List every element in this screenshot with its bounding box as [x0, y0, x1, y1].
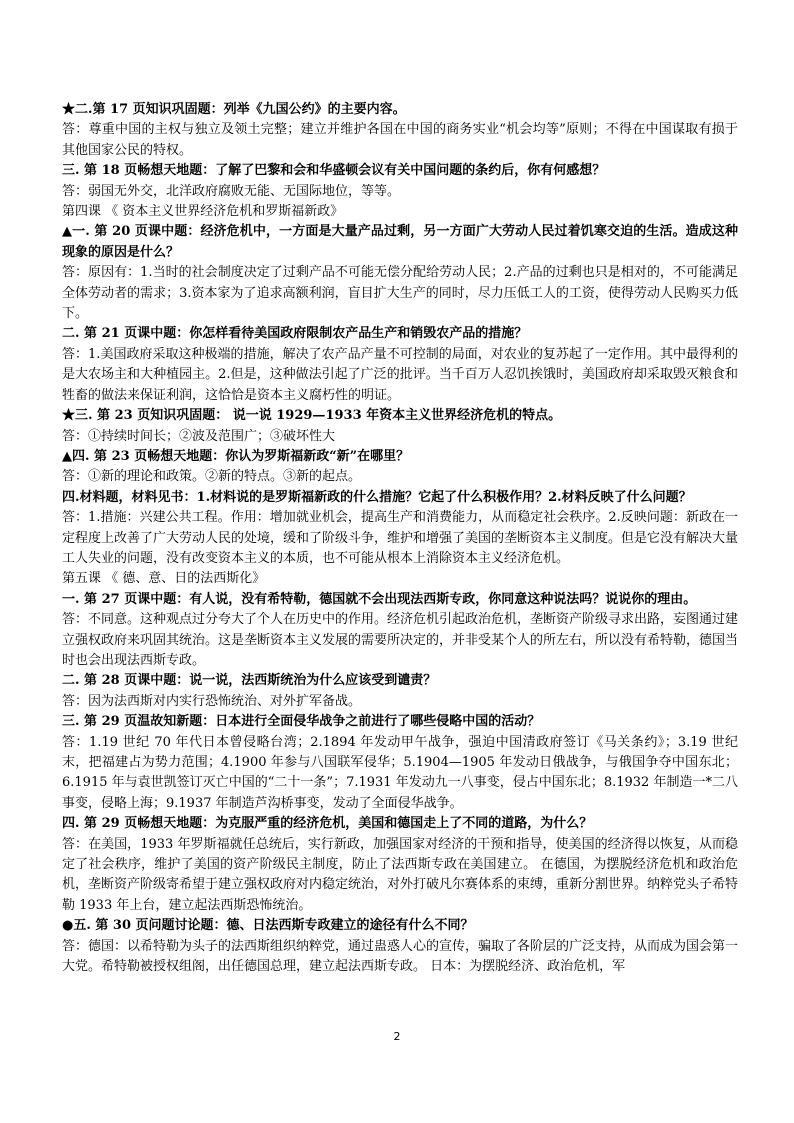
answer-text: 答：①新的理论和政策。②新的特点。③新的起点。 [62, 469, 362, 485]
question-text: ●五. 第 30 页问题讨论题：德、日法西斯专政建立的途径有什么不同？ [62, 918, 474, 934]
question-text: ▲一. 第 20 页课中题：经济危机中，一方面是大量产品过剩，另一方面广大劳动人民过着饥寒交迫的生活。造成这种现象的原因是什么？ [62, 224, 738, 260]
lesson-heading: 第四课 《 资本主义世界经济危机和罗斯福新政》 [62, 204, 344, 220]
question-text: 一. 第 27 页课中题：有人说，没有希特勒，德国就不会出现法西斯专政，你同意这种说法吗？说说你的理由。 [62, 591, 697, 607]
question-text: 三. 第 18 页畅想天地题：了解了巴黎和会和华盛顿会议有关中国问题的条约后，你有何感想？ [62, 163, 606, 179]
question-text: 三. 第 29 页温故知新题：日本进行全面侵华战争之前进行了哪些侵略中国的活动？ [62, 714, 541, 730]
question-text: 四.材料题，材料见书：1.材料说的是罗斯福新政的什么措施？它起了什么积极作用？2.材料反映了什么问题？ [62, 489, 692, 505]
question-text: 四. 第 29 页畅想天地题：为克服严重的经济危机，美国和德国走上了不同的道路，为什么？ [62, 816, 593, 832]
answer-text: 答：1.19 世纪 70 年代日本曾侵略台湾；2.1894 年发动甲午战争，强迫中国清政府签订《马关条约》；3.19 世纪末，把福建占为势力范围；4.1900 年参与八国联军侵华；5.1904—1905 年发动日俄战争，与俄国争夺中国东北；6.1915 年与袁世凯签订灭亡中国的“二十一条”；7.1931 年发动九一八事变，侵占中国东北；8.1932 年制造一*二八事变，侵略上海；9.1937 年制造芦沟桥事变，发动了全面侵华战争。 [62, 734, 738, 811]
page-number: 2 [393, 1030, 401, 1043]
answer-text: 答：①持续时间长；②波及范围广；③破坏性大 [62, 428, 336, 444]
question-text: ★三. 第 23 页知识巩固题： 说一说 1929—1933 年资本主义世界经济危机的特点。 [62, 408, 562, 424]
answer-text: 答：不同意。这种观点过分夸大了个人在历史中的作用。经济危机引起政治危机，垄断资产阶级寻求出路，妄图通过建立强权政府来巩固其统治。这是垄断资本主义发展的需要所决定的，并非受某个人的所左右，所以没有希特勒，德国当时也会出现法西斯专政。 [62, 612, 739, 668]
question-text: 二. 第 21 页课中题：你怎样看待美国政府限制农产品生产和销毁农产品的措施？ [62, 326, 528, 342]
question-text: ▲四. 第 23 页畅想天地题：你认为罗斯福新政“新”在哪里？ [62, 448, 410, 464]
document-body [62, 100, 738, 977]
question-text: 二. 第 28 页课中题：说一说，法西斯统治为什么应该受到谴责？ [62, 673, 437, 689]
answer-text: 答：尊重中国的主权与独立及领土完整；建立并维护各国在中国的商务实业“机会均等”原则；不得在中国谋取有损于其他国家公民的特权。 [62, 122, 738, 158]
question-text: ★二.第 17 页知识巩固题：列举《九国公约》的主要内容。 [62, 102, 406, 117]
answer-text: 答：1.美国政府采取这种极端的措施，解决了农产品产量不可控制的局面，对农业的复苏起了一定作用。其中最得利的是大农场主和大种植园主。2.但是，这种做法引起了广泛的批评。当千百万人忍饥挨饿时，美国政府却采取毁灭粮食和牲畜的做法来保证利润，这恰恰是资本主义腐朽性的明证。 [62, 346, 738, 403]
answer-text: 答：1.措施：兴建公共工程。作用：增加就业机会，提高生产和消费能力，从而稳定社会秩序。2.反映问题：新政在一定程度上改善了广大劳动人民的处境，缓和了阶级斗争，维护和增强了美国的垄断资本主义制度。但是它没有解决大量工人失业的问题，没有改变资本主义的本质，也不可能从根本上消除资本主义经济危机。 [62, 510, 739, 566]
lesson-heading: 第五课 《 德、意、日的法西斯化》 [62, 571, 266, 587]
answer-text: 答：原因有：1.当时的社会制度决定了过剩产品不可能无偿分配给劳动人民；2.产品的过剩也只是相对的，不可能满足全体劳动者的需求；3.资本家为了追求高额利润，盲目扩大生产的同时，尽力压低工人的工资，使得劳动人民购买力低下。 [62, 265, 738, 322]
answer-text: 答：因为法西斯对内实行恐怖统治、对外扩军备战。 [62, 693, 362, 709]
answer-text: 答：在美国，1933 年罗斯福就任总统后，实行新政，加强国家对经济的干预和指导，使美国的经济得以恢复，从而稳定了社会秩序，维护了美国的资产阶级民主制度，防止了法西斯专政在美国建立。 在德国，为摆脱经济危机和政治危机，垄断资产阶级寄希望于建立强权政府对内稳定统治，对外打破凡尔赛体系的束缚，重新分割世界。纳粹党头子希特勒 1933 年上台，建立起法西斯恐怖统治。 [62, 836, 739, 913]
answer-text: 答：弱国无外交，北洋政府腐败无能、无国际地位，等等。 [62, 183, 401, 199]
answer-text: 答：德国：以希特勒为头子的法西斯组织纳粹党，通过蛊惑人心的宣传，骗取了各阶层的广泛支持，从而成为国会第一大党。希特勒被授权组阁，出任德国总理，建立起法西斯专政。 日本：为摆脱经济、政治危机，军 [62, 938, 739, 975]
